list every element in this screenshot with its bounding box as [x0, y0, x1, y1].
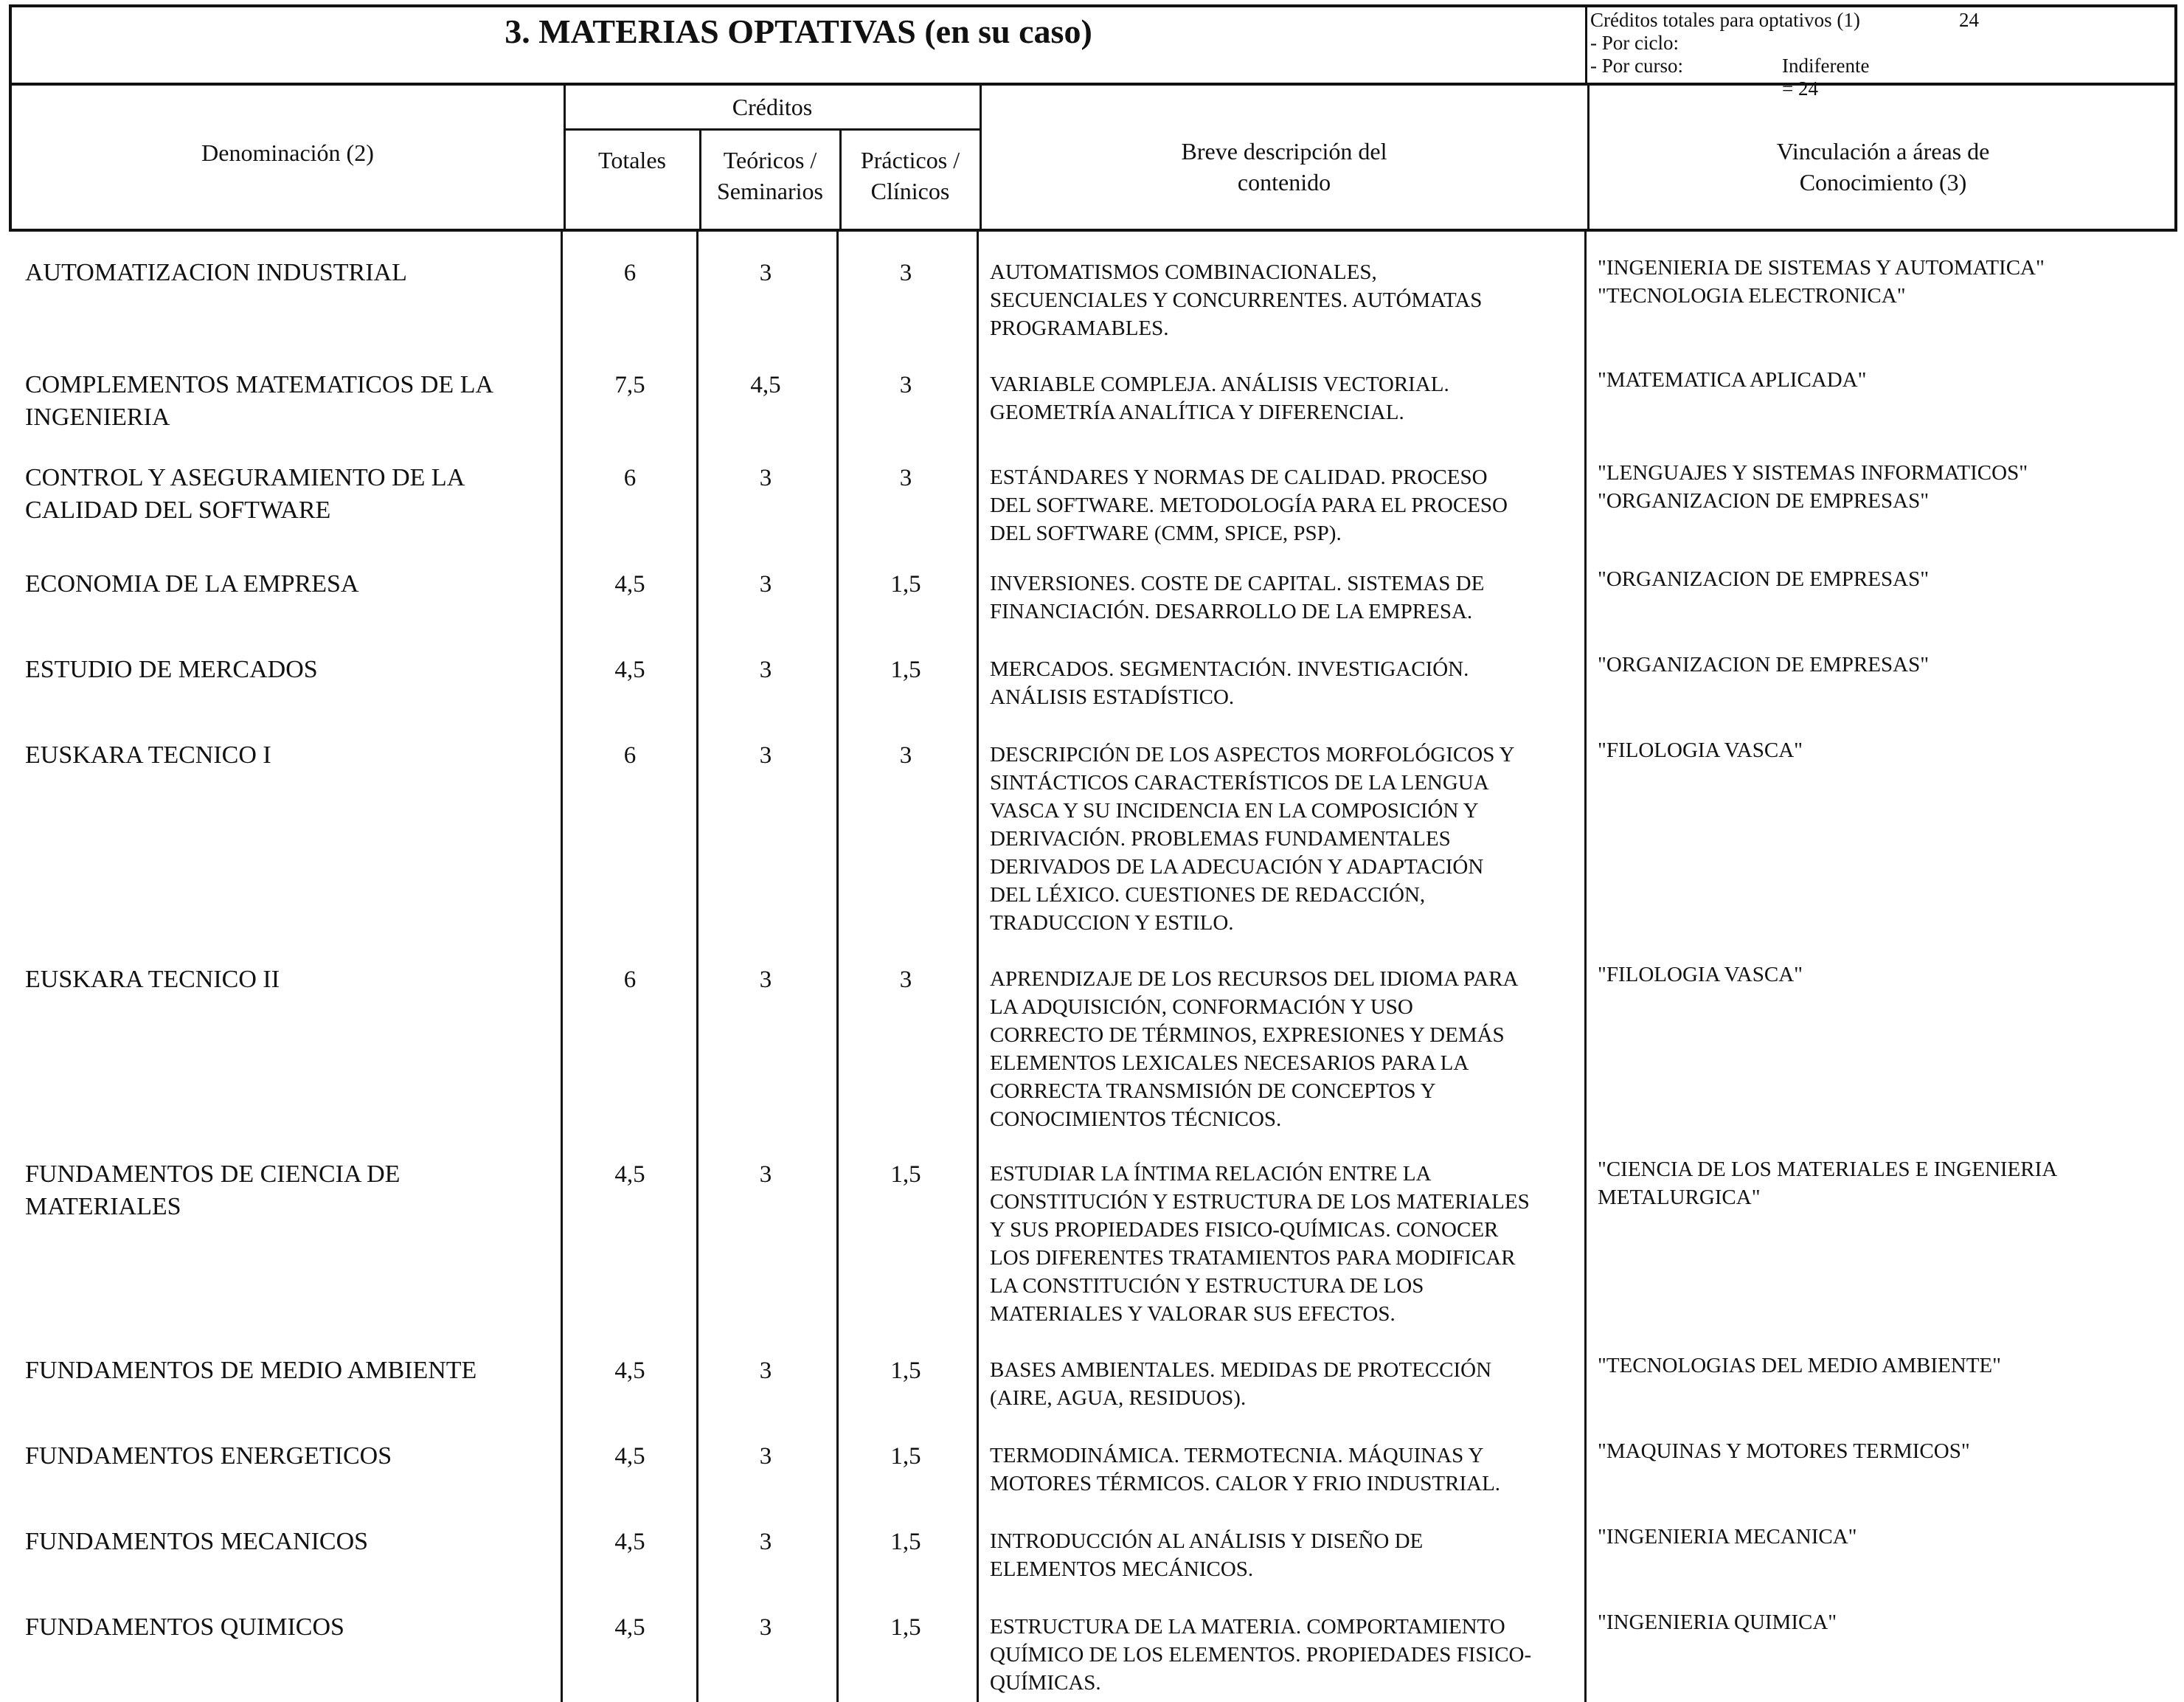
knowledge-area-line: METALURGICA" — [1598, 1186, 1761, 1209]
credits-practicos: 1,5 — [890, 571, 921, 598]
credits-practicos: 1,5 — [890, 1529, 921, 1555]
subject-description — [990, 258, 1595, 342]
knowledge-area — [1598, 1523, 2173, 1551]
column-header — [9, 86, 2177, 232]
description-line: MERCADOS. SEGMENTACIÓN. INVESTIGACIÓN. — [990, 657, 1469, 681]
subject-name-line: MATERIALES — [25, 1193, 181, 1220]
description-line: AUTOMATISMOS COMBINACIONALES, — [990, 260, 1377, 284]
description-line: LA ADQUISICIÓN, CONFORMACIÓN Y USO — [990, 995, 1413, 1019]
credits-teoricos: 3 — [759, 1443, 772, 1470]
subject-name-line: EUSKARA TECNICO II — [25, 966, 280, 993]
knowledge-area — [1598, 1437, 2173, 1465]
credits-total-label: Créditos totales para optativos (1) — [1590, 9, 1860, 31]
por-curso-value: Indiferente = 24 — [1782, 55, 1870, 100]
credits-totales: 4,5 — [614, 1614, 645, 1641]
subject-description — [990, 1442, 1595, 1498]
document-header — [9, 4, 2177, 100]
knowledge-area-line: "INGENIERIA MECANICA" — [1598, 1525, 1857, 1549]
credits-practicos: 3 — [899, 260, 912, 286]
knowledge-area-line: "CIENCIA DE LOS MATERIALES E INGENIERIA — [1598, 1158, 2058, 1181]
credits-total-value: 24 — [1959, 9, 1979, 31]
subject-name — [25, 739, 541, 772]
subject-name-line: COMPLEMENTOS MATEMATICOS DE LA — [25, 371, 494, 398]
subject-name-line: FUNDAMENTOS MECANICOS — [25, 1528, 369, 1555]
description-line: DEL SOFTWARE (CMM, SPICE, PSP). — [990, 522, 1342, 545]
credits-practicos: 1,5 — [890, 1443, 921, 1470]
knowledge-area-line: "ORGANIZACION DE EMPRESAS" — [1598, 489, 1930, 513]
knowledge-area-line: "TECNOLOGIA ELECTRONICA" — [1598, 284, 1906, 308]
description-line: QUÍMICAS. — [990, 1671, 1101, 1695]
subject-description — [990, 1613, 1595, 1697]
description-line: MOTORES TÉRMICOS. CALOR Y FRIO INDUSTRIAL. — [990, 1472, 1501, 1495]
credits-practicos: 3 — [899, 465, 912, 491]
description-line: APRENDIZAJE DE LOS RECURSOS DEL IDIOMA PARA — [990, 967, 1519, 991]
credits-summary — [1590, 9, 1979, 100]
subject-description — [990, 655, 1595, 711]
subject-name — [25, 1611, 541, 1644]
subject-name — [25, 462, 541, 527]
description-line: TERMODINÁMICA. TERMOTECNIA. MÁQUINAS Y — [990, 1444, 1484, 1467]
description-line: ANÁLISIS ESTADÍSTICO. — [990, 685, 1235, 709]
credits-teoricos: 3 — [759, 966, 772, 993]
knowledge-area-line: "FILOLOGIA VASCA" — [1598, 963, 1803, 986]
header-descripcion: Breve descripción del contenido — [1181, 138, 1387, 196]
credits-totales: 4,5 — [614, 1161, 645, 1188]
credits-totales: 6 — [623, 742, 637, 769]
subject-name-line: FUNDAMENTOS DE CIENCIA DE — [25, 1160, 401, 1188]
subject-name-line: FUNDAMENTOS ENERGETICOS — [25, 1442, 392, 1470]
subject-name-line: AUTOMATIZACION INDUSTRIAL — [25, 259, 407, 286]
credits-teoricos: 3 — [759, 465, 772, 491]
subject-description — [990, 1160, 1595, 1328]
subject-name-line: ESTUDIO DE MERCADOS — [25, 656, 318, 683]
knowledge-area — [1598, 1608, 2173, 1636]
credits-teoricos: 3 — [759, 571, 772, 598]
knowledge-area-line: "ORGANIZACION DE EMPRESAS" — [1598, 567, 1930, 591]
description-line: CONOCIMIENTOS TÉCNICOS. — [990, 1107, 1282, 1131]
knowledge-area-line: "INGENIERIA QUIMICA" — [1598, 1611, 1837, 1634]
credits-totales: 6 — [623, 465, 637, 491]
credits-teoricos: 3 — [759, 657, 772, 683]
knowledge-area-line: "MAQUINAS Y MOTORES TERMICOS" — [1598, 1439, 1970, 1463]
description-line: MATERIALES Y VALORAR SUS EFECTOS. — [990, 1302, 1396, 1326]
credits-totales: 4,5 — [614, 1357, 645, 1384]
subject-name-line: CONTROL Y ASEGURAMIENTO DE LA — [25, 464, 465, 491]
description-line: GEOMETRÍA ANALÍTICA Y DIFERENCIAL. — [990, 401, 1404, 424]
credits-practicos: 1,5 — [890, 1614, 921, 1641]
description-line: ELEMENTOS MECÁNICOS. — [990, 1557, 1254, 1581]
description-line: FINANCIACIÓN. DESARROLLO DE LA EMPRESA. — [990, 600, 1473, 623]
credits-totales: 7,5 — [614, 372, 645, 398]
header-practicos: Prácticos / Clínicos — [860, 147, 960, 204]
description-line: LA CONSTITUCIÓN Y ESTRUCTURA DE LOS — [990, 1274, 1424, 1298]
description-line: TRADUCCION Y ESTILO. — [990, 911, 1234, 935]
subject-name-line: FUNDAMENTOS QUIMICOS — [25, 1613, 344, 1641]
description-line: Y SUS PROPIEDADES FISICO-QUÍMICAS. CONOCER — [990, 1218, 1499, 1242]
header-denominacion: Denominación (2) — [201, 139, 374, 166]
subject-name — [25, 964, 541, 996]
description-line: SINTÁCTICOS CARACTERÍSTICOS DE LA LENGUA — [990, 771, 1489, 795]
description-line: QUÍMICO DE LOS ELEMENTOS. PROPIEDADES FISICO- — [990, 1643, 1532, 1667]
credits-practicos: 1,5 — [890, 657, 921, 683]
subject-name — [25, 369, 541, 434]
subject-name — [25, 1355, 541, 1387]
description-line: DERIVADOS DE LA ADECUACIÓN Y ADAPTACIÓN — [990, 855, 1484, 879]
description-line: DERIVACIÓN. PROBLEMAS FUNDAMENTALES — [990, 827, 1451, 851]
knowledge-area — [1598, 651, 2173, 679]
description-line: DEL SOFTWARE. METODOLOGÍA PARA EL PROCESO — [990, 494, 1508, 517]
subject-name — [25, 1158, 541, 1223]
knowledge-area — [1598, 366, 2173, 394]
description-line: INTRODUCCIÓN AL ANÁLISIS Y DISEÑO DE — [990, 1529, 1424, 1553]
subject-name — [25, 568, 541, 601]
description-line: PROGRAMABLES. — [990, 316, 1169, 340]
subject-description — [990, 741, 1595, 937]
credits-totales: 4,5 — [614, 571, 645, 598]
credits-teoricos: 4,5 — [750, 372, 781, 398]
description-line: CONSTITUCIÓN Y ESTRUCTURA DE LOS MATERIALES — [990, 1190, 1530, 1214]
credits-teoricos: 3 — [759, 1614, 772, 1641]
credits-totales: 4,5 — [614, 1529, 645, 1555]
knowledge-area-line: "TECNOLOGIAS DEL MEDIO AMBIENTE" — [1598, 1354, 2001, 1377]
subject-name-line: ECONOMIA DE LA EMPRESA — [25, 570, 359, 598]
description-line: INVERSIONES. COSTE DE CAPITAL. SISTEMAS DE — [990, 572, 1485, 595]
subject-name — [25, 1526, 541, 1558]
knowledge-area-line: "FILOLOGIA VASCA" — [1598, 738, 1803, 762]
subject-name-line: INGENIERIA — [25, 404, 170, 431]
description-line: BASES AMBIENTALES. MEDIDAS DE PROTECCIÓN — [990, 1358, 1492, 1382]
knowledge-area — [1598, 459, 2173, 515]
description-line: ESTRUCTURA DE LA MATERIA. COMPORTAMIENTO — [990, 1615, 1505, 1639]
description-line: ELEMENTOS LEXICALES NECESARIOS PARA LA — [990, 1051, 1469, 1075]
knowledge-area — [1598, 254, 2173, 310]
credits-totales: 6 — [623, 966, 637, 993]
header-totales: Totales — [598, 147, 666, 173]
description-line: CORRECTO DE TÉRMINOS, EXPRESIONES Y DEMÁS — [990, 1023, 1505, 1047]
credits-teoricos: 3 — [759, 1357, 772, 1384]
subject-description — [990, 1527, 1595, 1583]
credits-practicos: 1,5 — [890, 1357, 921, 1384]
subject-description — [990, 370, 1595, 426]
knowledge-area-line: "LENGUAJES Y SISTEMAS INFORMATICOS" — [1598, 461, 2028, 485]
credits-practicos: 1,5 — [890, 1161, 921, 1188]
knowledge-area-line: "ORGANIZACION DE EMPRESAS" — [1598, 653, 1930, 677]
description-line: VASCA Y SU INCIDENCIA EN LA COMPOSICIÓN Y — [990, 799, 1479, 823]
knowledge-area — [1598, 1155, 2173, 1211]
subjects-table — [9, 232, 2177, 1702]
credits-totales: 4,5 — [614, 657, 645, 683]
credits-practicos: 3 — [899, 966, 912, 993]
subject-name-line: CALIDAD DEL SOFTWARE — [25, 497, 331, 524]
description-line: ESTÁNDARES Y NORMAS DE CALIDAD. PROCESO — [990, 466, 1488, 489]
subject-description — [990, 1356, 1595, 1412]
subject-description — [990, 570, 1595, 626]
header-creditos: Créditos — [732, 94, 813, 120]
knowledge-area — [1598, 961, 2173, 989]
subject-name-line: FUNDAMENTOS DE MEDIO AMBIENTE — [25, 1357, 477, 1384]
subject-name — [25, 654, 541, 686]
subject-name-line: EUSKARA TECNICO I — [25, 741, 271, 769]
credits-totales: 6 — [623, 260, 637, 286]
subject-description — [990, 965, 1595, 1133]
por-curso-label: - Por curso: — [1590, 55, 1683, 77]
credits-teoricos: 3 — [759, 260, 772, 286]
knowledge-area-line: "MATEMATICA APLICADA" — [1598, 368, 1867, 392]
credits-totales: 4,5 — [614, 1443, 645, 1470]
description-line: (AIRE, AGUA, RESIDUOS). — [990, 1386, 1247, 1410]
credits-teoricos: 3 — [759, 1529, 772, 1555]
knowledge-area-line: "INGENIERIA DE SISTEMAS Y AUTOMATICA" — [1598, 256, 2045, 280]
description-line: DESCRIPCIÓN DE LOS ASPECTOS MORFOLÓGICOS Y — [990, 743, 1515, 767]
description-line: SECUENCIALES Y CONCURRENTES. AUTÓMATAS — [990, 288, 1483, 312]
section-title: 3. MATERIAS OPTATIVAS (en su caso) — [12, 7, 1587, 83]
subject-name — [25, 1440, 541, 1473]
credits-practicos: 3 — [899, 742, 912, 769]
description-line: LOS DIFERENTES TRATAMIENTOS PARA MODIFICAR — [990, 1246, 1516, 1270]
credits-teoricos: 3 — [759, 742, 772, 769]
credits-practicos: 3 — [899, 372, 912, 398]
header-vinculacion: Vinculación a áreas de Conocimiento (3) — [1776, 138, 1990, 196]
description-line: VARIABLE COMPLEJA. ANÁLISIS VECTORIAL. — [990, 373, 1449, 396]
subject-name — [25, 257, 541, 289]
description-line: CORRECTA TRANSMISIÓN DE CONCEPTOS Y — [990, 1079, 1436, 1103]
por-ciclo-label: - Por ciclo: — [1590, 32, 1679, 54]
knowledge-area — [1598, 736, 2173, 764]
header-teoricos: Teóricos / Seminarios — [717, 147, 823, 204]
subject-description — [990, 463, 1595, 547]
description-line: ESTUDIAR LA ÍNTIMA RELACIÓN ENTRE LA — [990, 1162, 1432, 1186]
credits-teoricos: 3 — [759, 1161, 772, 1188]
description-line: DEL LÉXICO. CUESTIONES DE REDACCIÓN, — [990, 883, 1426, 907]
knowledge-area — [1598, 565, 2173, 593]
knowledge-area — [1598, 1352, 2173, 1380]
